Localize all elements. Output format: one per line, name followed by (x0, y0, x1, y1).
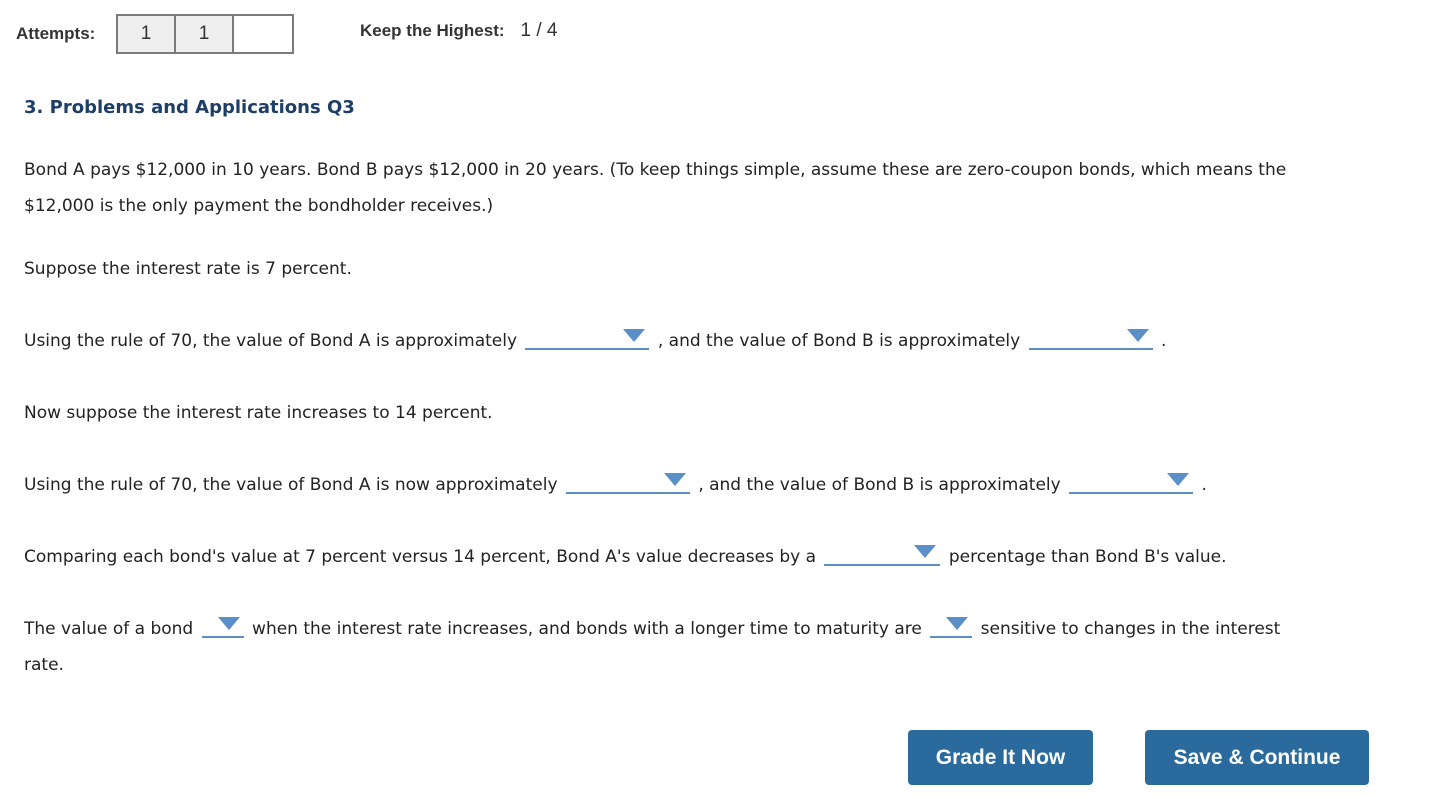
q2-end: . (1201, 475, 1207, 495)
q4-text-part1: The value of a bond (24, 619, 194, 639)
percentage-comparison-dropdown[interactable] (824, 542, 940, 566)
attempt-box-3 (234, 16, 292, 52)
chevron-down-icon (623, 329, 645, 342)
suppose-7-text: Suppose the interest rate is 7 percent. (24, 259, 352, 279)
bond-a-value-14pct-dropdown[interactable] (566, 470, 690, 494)
chevron-down-icon (946, 617, 968, 630)
bond-b-value-7pct-dropdown[interactable] (1029, 326, 1153, 350)
chevron-down-icon (1127, 329, 1149, 342)
maturity-sensitivity-dropdown[interactable] (930, 614, 972, 638)
chevron-down-icon (1167, 473, 1189, 486)
attempt-box-1: 1 (118, 16, 176, 52)
q1-end: . (1161, 331, 1167, 351)
attempt-boxes (116, 14, 294, 54)
attempts-label: Attempts: (16, 24, 96, 43)
q1-text-part2: , and the value of Bond B is approximately (657, 331, 1021, 351)
chevron-down-icon (218, 617, 240, 630)
question-4 (24, 611, 1280, 683)
save-and-continue-button[interactable]: Save & Continue (1145, 730, 1369, 785)
q3-text-part1: Comparing each bond's value at 7 percent versus 14 percent, Bond A's value decreases by a (24, 547, 817, 567)
intro-line-1: Bond A pays $12,000 in 10 years. Bond B pays $12,000 in 20 years. (To keep things simple, assume these are zero-coupon bonds, which means the (24, 160, 1287, 180)
q2-text-part2: , and the value of Bond B is approximately (698, 475, 1061, 495)
attempts-row (16, 14, 294, 54)
q4-text-part3: sensitive to changes in the interest (980, 619, 1281, 639)
q3-text-part2: percentage than Bond B's value. (948, 547, 1227, 567)
suppose-14-text: Now suppose the interest rate increases to 14 percent. (24, 403, 493, 423)
chevron-down-icon (914, 545, 936, 558)
q2-text-part1: Using the rule of 70, the value of Bond A is now approximately (24, 475, 558, 495)
question-1 (24, 323, 1166, 359)
bond-value-change-dropdown[interactable] (202, 614, 244, 638)
intro-paragraph (24, 152, 1286, 224)
grade-it-now-button[interactable]: Grade It Now (908, 730, 1093, 785)
keep-highest-value: 1 / 4 (520, 20, 558, 41)
keep-highest-label: Keep the Highest: (360, 21, 505, 40)
question-3 (24, 539, 1227, 575)
question-title: 3. Problems and Applications Q3 (24, 97, 355, 118)
chevron-down-icon (664, 473, 686, 486)
q1-text-part1: Using the rule of 70, the value of Bond A is approximately (24, 331, 518, 351)
q4-text-part2: when the interest rate increases, and bonds with a longer time to maturity are (252, 619, 922, 639)
keep-highest (360, 20, 558, 42)
attempt-box-2: 1 (176, 16, 234, 52)
intro-line-2: $12,000 is the only payment the bondholder receives.) (24, 196, 494, 216)
question-2 (24, 467, 1207, 503)
bond-b-value-14pct-dropdown[interactable] (1069, 470, 1193, 494)
bond-a-value-7pct-dropdown[interactable] (525, 326, 649, 350)
q4-line-2: rate. (24, 655, 64, 675)
